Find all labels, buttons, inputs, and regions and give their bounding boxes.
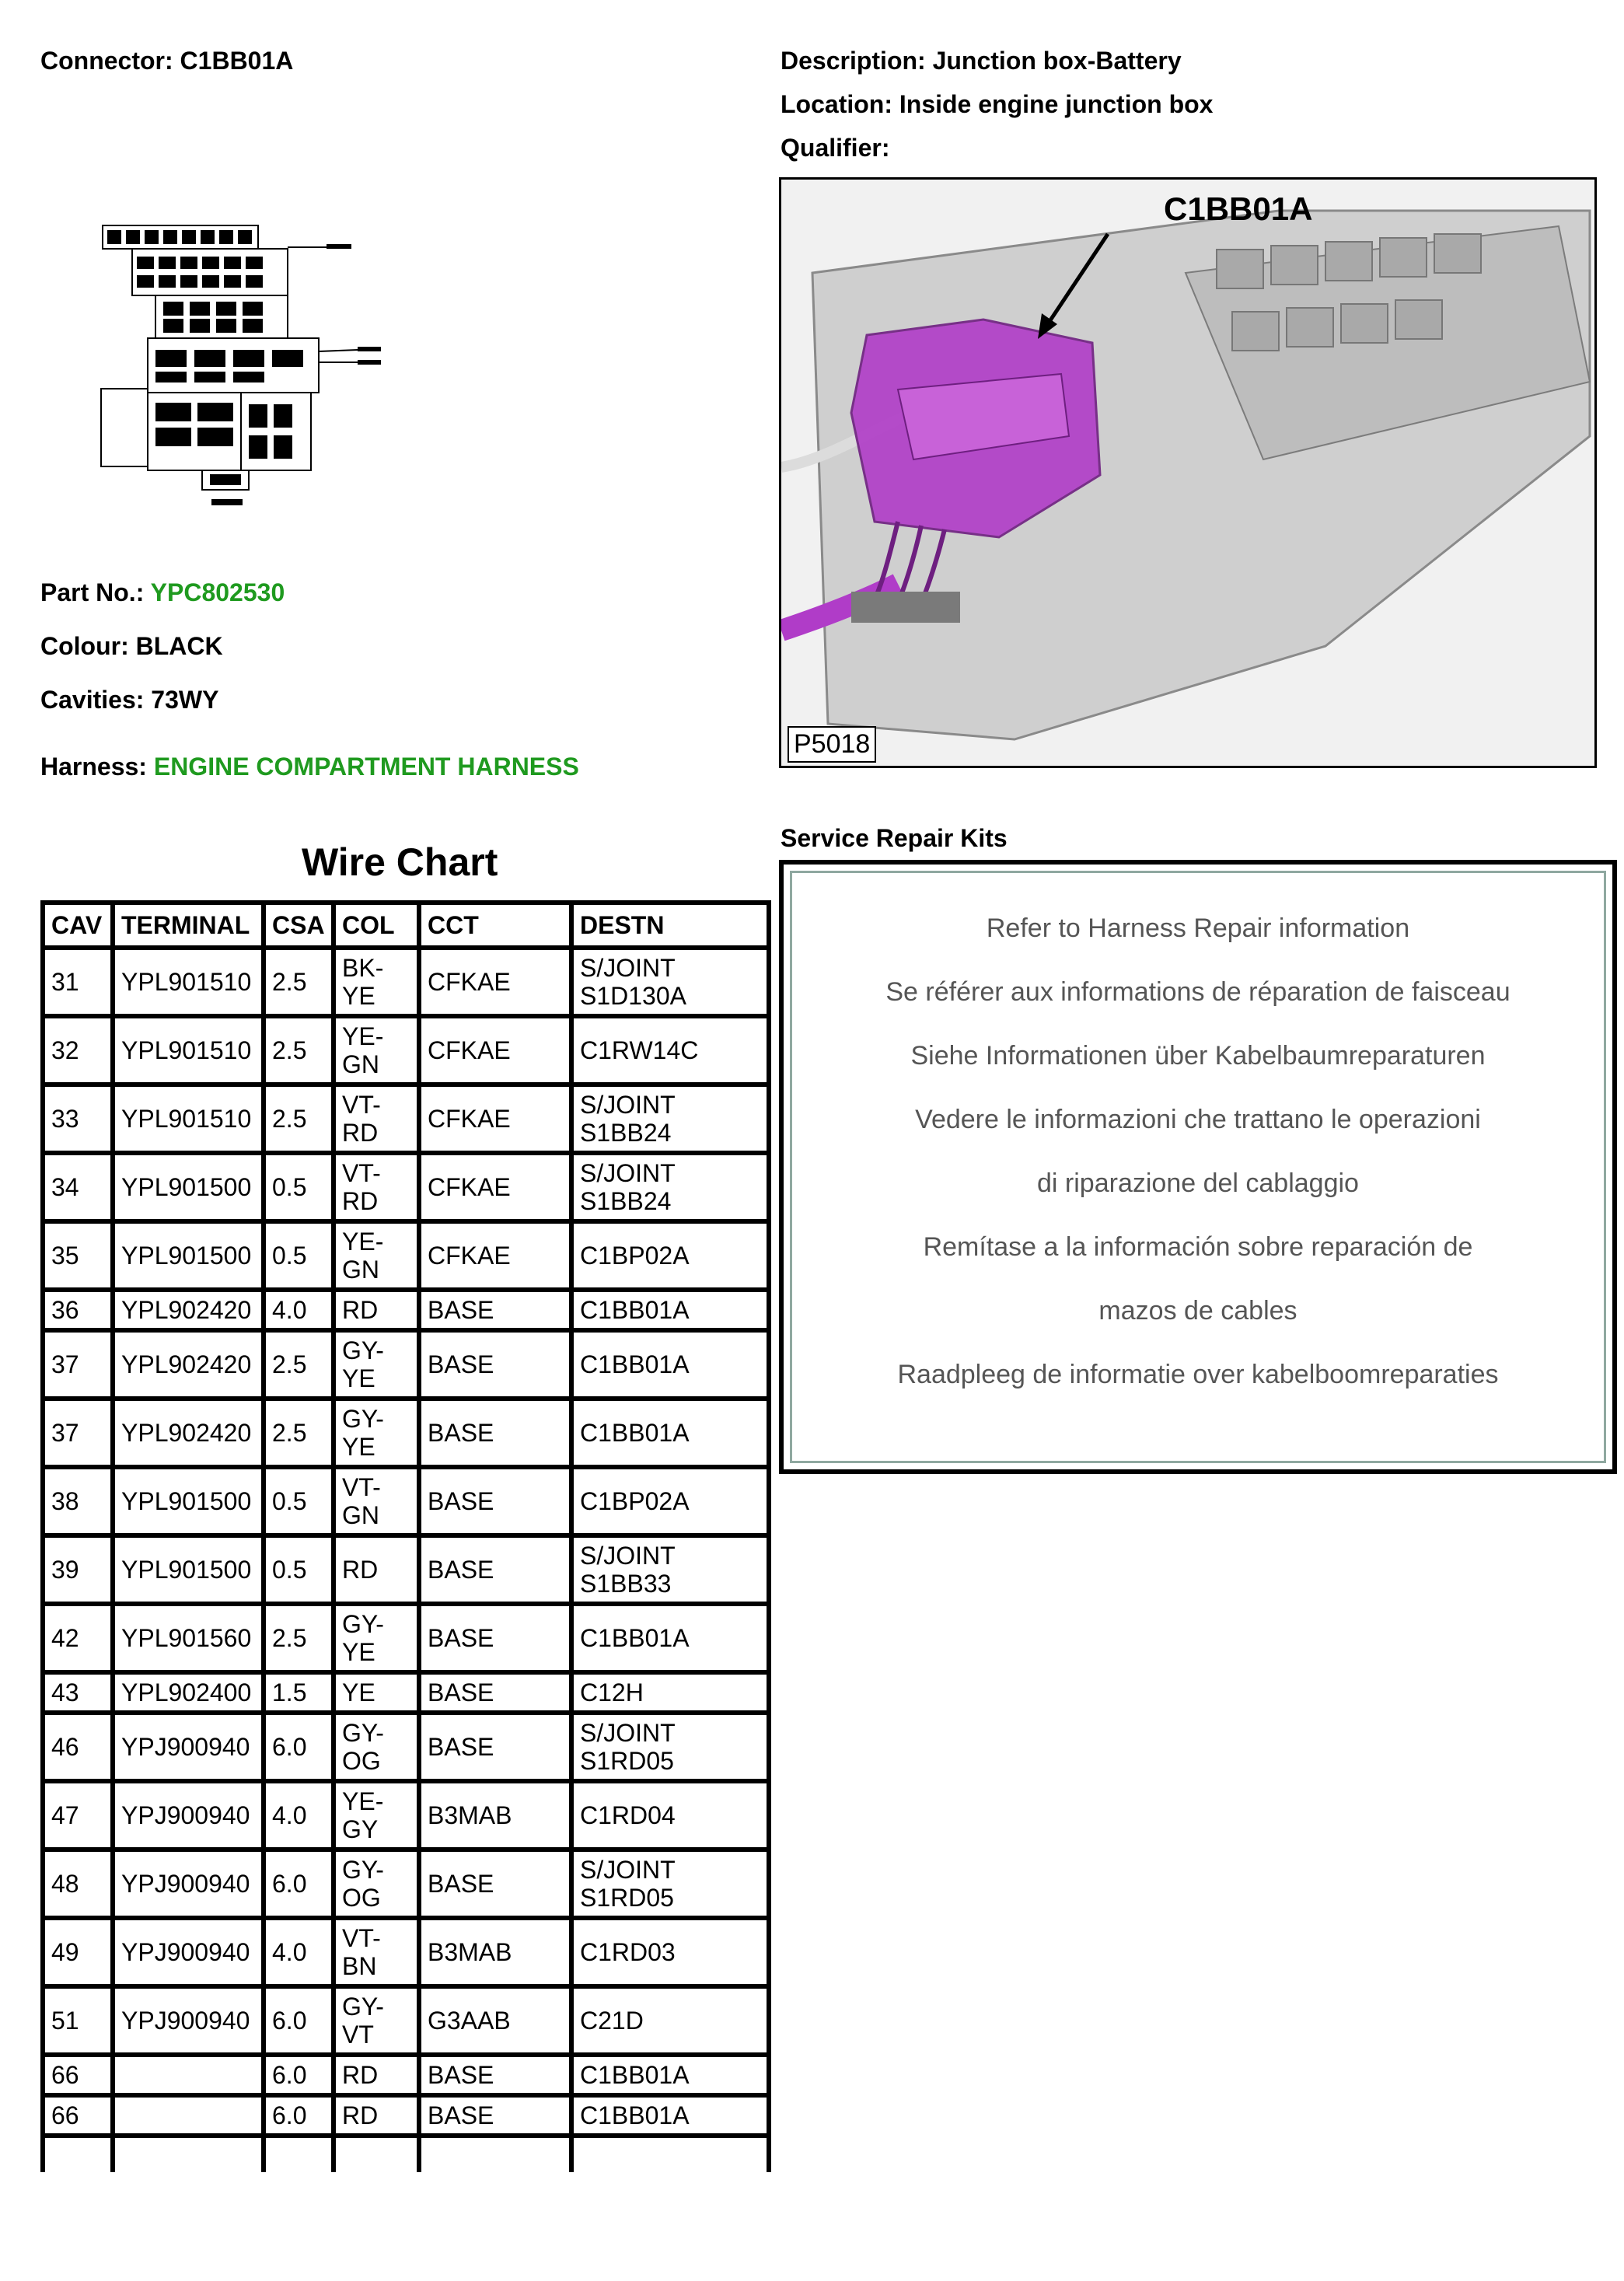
table-row bbox=[43, 1672, 769, 1713]
part-number-link[interactable]: YPC802530 bbox=[150, 578, 285, 606]
wire-chart-header-row bbox=[43, 903, 769, 948]
cell-destn: C1BB01A bbox=[571, 2055, 769, 2095]
cell-csa: 6.0 bbox=[264, 2055, 334, 2095]
cell-cct: CFKAE bbox=[419, 1016, 571, 1085]
service-repair-kits-box bbox=[779, 860, 1617, 1474]
cell-terminal: YPJ900940 bbox=[113, 1713, 264, 1781]
description-label bbox=[781, 48, 1182, 73]
table-row bbox=[43, 1290, 769, 1330]
cell-terminal: YPL901500 bbox=[113, 1467, 264, 1535]
cell-terminal: YPJ900940 bbox=[113, 1781, 264, 1850]
photo-callout-label: C1BB01A bbox=[1164, 190, 1313, 227]
table-row bbox=[43, 1781, 769, 1850]
cell-cct: CFKAE bbox=[419, 948, 571, 1016]
cell-cct: BASE bbox=[419, 1467, 571, 1535]
location-label bbox=[781, 92, 1213, 117]
service-repair-kits-inner bbox=[790, 871, 1606, 1463]
cell-cav: 32 bbox=[43, 1016, 113, 1085]
cell-csa: 2.5 bbox=[264, 1399, 334, 1467]
kit-line: Siehe Informationen über Kabelbaumreparaturen bbox=[910, 1041, 1486, 1071]
cell-destn: S/JOINT S1BB33 bbox=[571, 1535, 769, 1604]
harness-label: Harness: bbox=[40, 753, 147, 781]
cell-cct: BASE bbox=[419, 1713, 571, 1781]
table-row bbox=[43, 1713, 769, 1781]
cell-cav: 51 bbox=[43, 1986, 113, 2055]
cell-cct: BASE bbox=[419, 2095, 571, 2136]
cell-destn: C12H bbox=[571, 1672, 769, 1713]
cell-destn: C1BB01A bbox=[571, 1604, 769, 1672]
qualifier-label-text: Qualifier: bbox=[781, 134, 890, 162]
col-header: DESTN bbox=[571, 903, 769, 948]
cell-col: GY- OG bbox=[334, 1850, 419, 1918]
kit-line: Remítase a la información sobre reparación de bbox=[923, 1232, 1473, 1262]
cell-cct: G3AAB bbox=[419, 1986, 571, 2055]
cell-empty bbox=[43, 2136, 113, 2172]
connector-face-drawing bbox=[93, 210, 389, 521]
cell-col: YE- GY bbox=[334, 1781, 419, 1850]
cell-cav: 46 bbox=[43, 1713, 113, 1781]
table-row bbox=[43, 2095, 769, 2136]
cell-csa: 2.5 bbox=[264, 1085, 334, 1153]
location-photo bbox=[779, 177, 1597, 768]
cell-terminal bbox=[113, 2095, 264, 2136]
cavities-label: Cavities: bbox=[40, 686, 145, 714]
connector-label-text: Connector: bbox=[40, 47, 173, 75]
cell-destn: C1BB01A bbox=[571, 1330, 769, 1399]
cell-col: RD bbox=[334, 1535, 419, 1604]
cell-csa: 4.0 bbox=[264, 1918, 334, 1986]
cell-destn: C1RD03 bbox=[571, 1918, 769, 1986]
col-header: CAV bbox=[43, 903, 113, 948]
service-repair-kits-title: Service Repair Kits bbox=[781, 824, 1008, 852]
cavities-value: 73WY bbox=[151, 686, 219, 714]
cell-col: YE- GN bbox=[334, 1221, 419, 1290]
photo-id-label: P5018 bbox=[788, 726, 876, 763]
cell-csa: 4.0 bbox=[264, 1781, 334, 1850]
cell-cct: BASE bbox=[419, 1399, 571, 1467]
table-row bbox=[43, 1399, 769, 1467]
kit-line: Refer to Harness Repair information bbox=[986, 913, 1410, 943]
description-value: Junction box-Battery bbox=[932, 47, 1182, 75]
cell-cav: 39 bbox=[43, 1535, 113, 1604]
cell-cav: 35 bbox=[43, 1221, 113, 1290]
table-row bbox=[43, 1085, 769, 1153]
cell-csa: 6.0 bbox=[264, 2095, 334, 2136]
cell-col: RD bbox=[334, 2055, 419, 2095]
cell-csa: 4.0 bbox=[264, 1290, 334, 1330]
part-number-label: Part No.: bbox=[40, 578, 145, 606]
cell-cct: CFKAE bbox=[419, 1085, 571, 1153]
cell-cav: 43 bbox=[43, 1672, 113, 1713]
table-row bbox=[43, 1604, 769, 1672]
cell-csa: 6.0 bbox=[264, 1713, 334, 1781]
colour-label: Colour: bbox=[40, 632, 129, 660]
cell-empty bbox=[264, 2136, 334, 2172]
cell-terminal: YPL901500 bbox=[113, 1221, 264, 1290]
table-row bbox=[43, 1918, 769, 1986]
cell-destn: S/JOINT S1RD05 bbox=[571, 1713, 769, 1781]
qualifier-label bbox=[781, 135, 889, 160]
cell-cav: 33 bbox=[43, 1085, 113, 1153]
cell-empty bbox=[334, 2136, 419, 2172]
cell-destn: S/JOINT S1BB24 bbox=[571, 1085, 769, 1153]
harness bbox=[40, 754, 579, 779]
cell-col: YE- GN bbox=[334, 1016, 419, 1085]
col-header: CCT bbox=[419, 903, 571, 948]
kit-line: Se référer aux informations de réparation de faisceau bbox=[885, 977, 1510, 1007]
colour-value: BLACK bbox=[135, 632, 223, 660]
cell-col: VT- BN bbox=[334, 1918, 419, 1986]
cell-col: GY- YE bbox=[334, 1399, 419, 1467]
cell-empty bbox=[113, 2136, 264, 2172]
col-header: TERMINAL bbox=[113, 903, 264, 948]
cell-csa: 0.5 bbox=[264, 1153, 334, 1221]
cell-col: VT- GN bbox=[334, 1467, 419, 1535]
cell-cct: CFKAE bbox=[419, 1153, 571, 1221]
table-row bbox=[43, 1153, 769, 1221]
cell-col: RD bbox=[334, 2095, 419, 2136]
cell-destn: C1BB01A bbox=[571, 1290, 769, 1330]
cell-cav: 31 bbox=[43, 948, 113, 1016]
cell-csa: 2.5 bbox=[264, 1016, 334, 1085]
cell-cct: BASE bbox=[419, 1290, 571, 1330]
colour bbox=[40, 634, 223, 658]
cell-cct: BASE bbox=[419, 2055, 571, 2095]
table-row bbox=[43, 1850, 769, 1918]
cell-cav: 42 bbox=[43, 1604, 113, 1672]
cell-destn: C1RW14C bbox=[571, 1016, 769, 1085]
cell-csa: 0.5 bbox=[264, 1221, 334, 1290]
table-row-empty bbox=[43, 2136, 769, 2172]
cell-cct: BASE bbox=[419, 1535, 571, 1604]
cell-cav: 34 bbox=[43, 1153, 113, 1221]
cell-terminal: YPL901510 bbox=[113, 1085, 264, 1153]
cell-col: GY- YE bbox=[334, 1330, 419, 1399]
cell-terminal: YPL902420 bbox=[113, 1330, 264, 1399]
cell-terminal: YPL902420 bbox=[113, 1290, 264, 1330]
cell-terminal: YPJ900940 bbox=[113, 1850, 264, 1918]
cell-terminal: YPL901500 bbox=[113, 1535, 264, 1604]
cell-csa: 2.5 bbox=[264, 1604, 334, 1672]
col-header: CSA bbox=[264, 903, 334, 948]
cell-cav: 37 bbox=[43, 1330, 113, 1399]
table-row bbox=[43, 1467, 769, 1535]
cell-csa: 0.5 bbox=[264, 1535, 334, 1604]
cell-terminal: YPJ900940 bbox=[113, 1918, 264, 1986]
cell-csa: 1.5 bbox=[264, 1672, 334, 1713]
cell-col: YE bbox=[334, 1672, 419, 1713]
kit-line: di riparazione del cablaggio bbox=[1037, 1168, 1359, 1198]
cell-cav: 66 bbox=[43, 2095, 113, 2136]
table-row bbox=[43, 2055, 769, 2095]
cell-terminal: YPL901510 bbox=[113, 948, 264, 1016]
cell-csa: 6.0 bbox=[264, 1986, 334, 2055]
location-label-text: Location: bbox=[781, 90, 892, 118]
cell-col: RD bbox=[334, 1290, 419, 1330]
cell-cct: BASE bbox=[419, 1850, 571, 1918]
cavities bbox=[40, 687, 218, 712]
description-label-text: Description: bbox=[781, 47, 926, 75]
cell-destn: C21D bbox=[571, 1986, 769, 2055]
cell-terminal: YPL901510 bbox=[113, 1016, 264, 1085]
cell-cct: B3MAB bbox=[419, 1781, 571, 1850]
connector-value: C1BB01A bbox=[180, 47, 294, 75]
cell-cct: CFKAE bbox=[419, 1221, 571, 1290]
cell-destn: C1BB01A bbox=[571, 1399, 769, 1467]
cell-col: GY- OG bbox=[334, 1713, 419, 1781]
cell-terminal: YPL902420 bbox=[113, 1399, 264, 1467]
location-value: Inside engine junction box bbox=[899, 90, 1214, 118]
cell-cav: 48 bbox=[43, 1850, 113, 1918]
harness-link[interactable]: ENGINE COMPARTMENT HARNESS bbox=[153, 753, 579, 781]
cell-terminal bbox=[113, 2055, 264, 2095]
cell-empty bbox=[571, 2136, 769, 2172]
cell-destn: S/JOINT S1BB24 bbox=[571, 1153, 769, 1221]
table-row bbox=[43, 1986, 769, 2055]
col-header: COL bbox=[334, 903, 419, 948]
cell-col: VT- RD bbox=[334, 1085, 419, 1153]
cell-empty bbox=[419, 2136, 571, 2172]
cell-terminal: YPJ900940 bbox=[113, 1986, 264, 2055]
cell-destn: S/JOINT S1D130A bbox=[571, 948, 769, 1016]
cell-cct: BASE bbox=[419, 1672, 571, 1713]
cell-terminal: YPL901500 bbox=[113, 1153, 264, 1221]
wire-chart-title: Wire Chart bbox=[302, 840, 498, 884]
cell-csa: 2.5 bbox=[264, 948, 334, 1016]
table-row bbox=[43, 1016, 769, 1085]
cell-terminal: YPL901560 bbox=[113, 1604, 264, 1672]
cell-destn: C1RD04 bbox=[571, 1781, 769, 1850]
part-number bbox=[40, 580, 285, 605]
table-row bbox=[43, 1221, 769, 1290]
cell-col: VT- RD bbox=[334, 1153, 419, 1221]
table-row bbox=[43, 1535, 769, 1604]
cell-csa: 6.0 bbox=[264, 1850, 334, 1918]
cell-col: GY- YE bbox=[334, 1604, 419, 1672]
cell-cct: B3MAB bbox=[419, 1918, 571, 1986]
cell-cav: 47 bbox=[43, 1781, 113, 1850]
cell-destn: C1BP02A bbox=[571, 1467, 769, 1535]
cell-destn: S/JOINT S1RD05 bbox=[571, 1850, 769, 1918]
cell-cav: 37 bbox=[43, 1399, 113, 1467]
wire-chart-table bbox=[40, 900, 771, 2172]
cell-cct: BASE bbox=[419, 1604, 571, 1672]
cell-cav: 38 bbox=[43, 1467, 113, 1535]
kit-line: Raadpleeg de informatie over kabelboomreparaties bbox=[897, 1360, 1499, 1389]
cell-destn: C1BB01A bbox=[571, 2095, 769, 2136]
cell-col: GY- VT bbox=[334, 1986, 419, 2055]
cell-cav: 36 bbox=[43, 1290, 113, 1330]
cell-cct: BASE bbox=[419, 1330, 571, 1399]
cell-csa: 2.5 bbox=[264, 1330, 334, 1399]
connector-label bbox=[40, 48, 293, 73]
cell-cav: 66 bbox=[43, 2055, 113, 2095]
cell-destn: C1BP02A bbox=[571, 1221, 769, 1290]
cell-col: BK- YE bbox=[334, 948, 419, 1016]
cell-csa: 0.5 bbox=[264, 1467, 334, 1535]
table-row bbox=[43, 1330, 769, 1399]
table-row bbox=[43, 948, 769, 1016]
kit-line: Vedere le informazioni che trattano le operazioni bbox=[915, 1105, 1481, 1134]
kit-line: mazos de cables bbox=[1098, 1296, 1297, 1326]
cell-cav: 49 bbox=[43, 1918, 113, 1986]
cell-terminal: YPL902400 bbox=[113, 1672, 264, 1713]
junction-box-illustration bbox=[781, 180, 1597, 768]
